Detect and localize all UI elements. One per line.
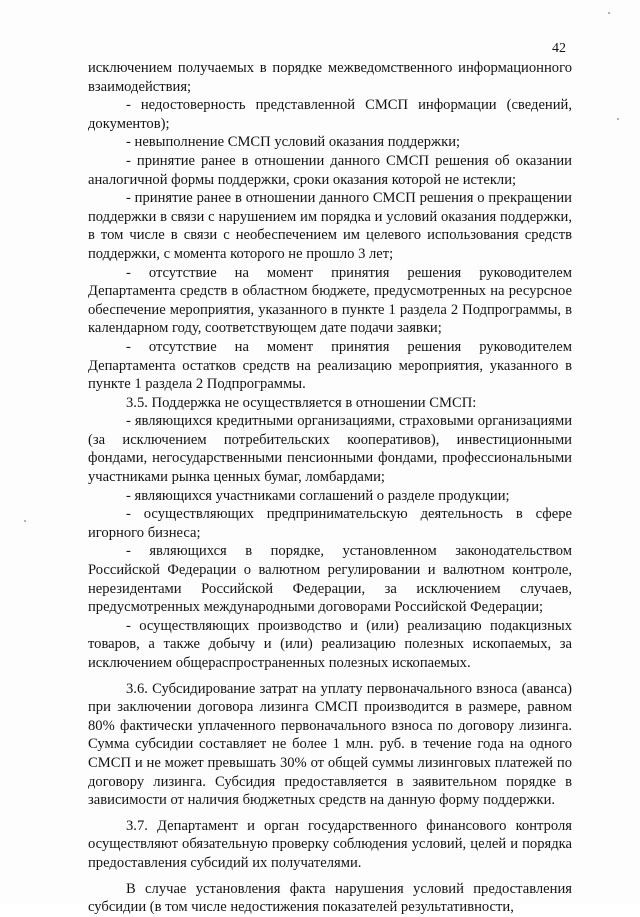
paragraph: исключением получаемых в порядке межведомственного информационного взаимодействия; xyxy=(88,60,572,95)
list-item: - являющихся в порядке, установленном законодательством Российской Федерации о валютном регулировании и валютном контроле, нерезидентами Российской Федерации, за исключением случаев, предусмотренных международными договорами Российской Федерации; xyxy=(88,543,572,616)
scan-speck xyxy=(617,118,619,120)
list-item: - являющихся кредитными организациями, страховыми организациями (за исключением потребительских кооперативов), инвестиционными фондами, негосударственными пенсионными фондами, профессиональными участниками рынка ценных бумаг, ломбардами; xyxy=(88,413,572,486)
page-number: 42 xyxy=(552,41,566,56)
paragraph: В случае установления факта нарушения условий предоставления субсидии (в том числе недостижения показателей результативности, xyxy=(88,880,572,916)
scan-speck xyxy=(24,520,26,522)
list-item: - отсутствие на момент принятия решения руководителем Департамента остатков средств на реализацию мероприятия, указанного в пункте 1 раздела 2 Подпрограммы. xyxy=(88,338,572,393)
document-body xyxy=(88,59,572,917)
list-item: - невыполнение СМСП условий оказания поддержки; xyxy=(126,134,461,151)
paragraph: 3.6. Субсидирование затрат на уплату первоначального взноса (аванса) при заключении договора лизинга СМСП производится в размере, равном 80% фактически уплаченного первоначального взноса по договору лизинга. Сумма субсидии составляет не более 1 млн. руб. в течение года на одного СМСП и не может превышать 30% от общей суммы лизинговых платежей по договору лизинга. Субсидия предоставляется в заявительном порядке в зависимости от наличия бюджетных средств на данную форму поддержки. xyxy=(88,680,572,809)
section-heading: 3.5. Поддержка не осуществляется в отношении СМСП: xyxy=(126,394,477,411)
scan-speck xyxy=(608,12,610,14)
list-item: - принятие ранее в отношении данного СМСП решения о прекращении поддержки в связи с нарушением им порядка и условий оказания поддержки, в том числе в связи с необеспечением им целевого использования средств поддержки, с момента которого не прошло 3 лет; xyxy=(88,190,572,262)
list-item: - недостоверность представленной СМСП информации (сведений, документов); xyxy=(88,97,572,132)
list-item: - являющихся участниками соглашений о разделе продукции; xyxy=(126,487,510,504)
list-item: - осуществляющих предпринимательскую деятельность в сфере игорного бизнеса; xyxy=(88,506,572,541)
list-item: - принятие ранее в отношении данного СМСП решения об оказании аналогичной формы поддержки, сроки оказания которой не истекли; xyxy=(88,152,572,188)
list-item: - отсутствие на момент принятия решения руководителем Департамента средств в областном бюджете, предусмотренных на ресурсное обеспечение мероприятия, указанного в пункте 1 раздела 2 Подпрограммы, в календарном году, соответствующем дате подачи заявки; xyxy=(88,264,572,337)
paragraph: 3.7. Департамент и орган государственного финансового контроля осуществляют обязательную проверку соблюдения условий, целей и порядка предоставления субсидий их получателями. xyxy=(88,817,572,871)
list-item: - осуществляющих производство и (или) реализацию подакцизных товаров, а также добычу и (или) реализацию полезных ископаемых, за исключением общераспространенных полезных ископаемых. xyxy=(88,617,572,671)
